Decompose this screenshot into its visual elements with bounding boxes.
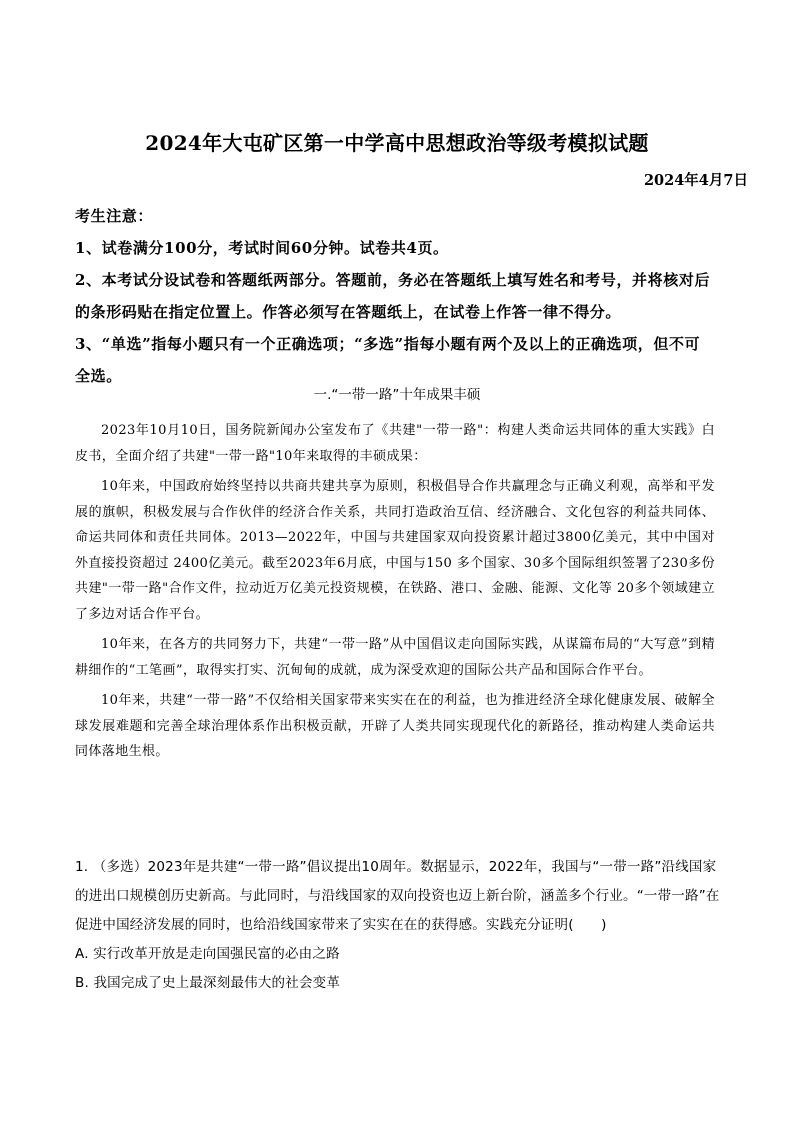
candidate-notice: [75, 200, 715, 392]
exam-date: 2024年4月7日: [643, 172, 748, 189]
section-title: 一.“一带一路”十年成果丰硕: [313, 387, 481, 403]
reading-passage: [75, 418, 715, 770]
notice-item: 2、本考试分设试卷和答题纸两部分。答题前，务必在答题纸上填写姓名和考号，并将核对后的条形码贴在指定位置上。作答必须写在答题纸上，在试卷上作答一律不得分。: [75, 271, 711, 321]
option-b: B. 我国完成了史上最深刻最伟大的社会变革: [75, 975, 341, 991]
question-1: [75, 853, 720, 998]
passage-paragraph: 10年来，中国政府始终坚持以共商共建共享为原则，积极倡导合作共赢理念与正确义利观，高举和平发展的旗帜，积极发展与合作伙伴的经济合作关系，共同打造政治互信、经济融合、文化包容的利益共同体、命运共同体和责任共同体。2013—2022年，中国与共建国家双向投资累计超过3800亿美元，其中中国对外直接投资超过 2400亿美元。截至2023年6月底，中国与150 多个国家、30多个国际组织签署了230多份共建"一带一路"合作文件，拉动近万亿美元投资规模，在铁路、港口、金融、能源、文化等 20多个领域建立了多边对话合作平台。: [75, 479, 715, 622]
page-title: 2024年大屯矿区第一中学高中思想政治等级考模拟试题: [145, 131, 649, 155]
passage-paragraph: 2023年10月10日，国务院新闻办公室发布了《共建"一带一路"：构建人类命运共同体的重大实践》白皮书，全面介绍了共建"一带一路"10年来取得的丰硕成果：: [75, 423, 715, 464]
notice-heading: 考生注意：: [75, 207, 154, 225]
option-a: A. 实行改革开放是走向国强民富的必由之路: [75, 946, 340, 962]
notice-item: 1、试卷满分100分，考试时间60分钟。试卷共4页。: [75, 239, 449, 257]
question-stem: 1. （多选）2023年是共建“一带一路”倡议提出10周年。数据显示，2022年，我国与“一带一路”沿线国家的进出口规模创历史新高。与此同时，与沿线国家的双向投资也迈上新台阶，涵盖多个行业。“一带一路”在促进中国经济发展的同时，也给沿线国家带来了实实在在的获得感。实践充分证明( ): [75, 859, 720, 933]
passage-paragraph: 10年来，共建“一带一路”不仅给相关国家带来实实在在的利益，也为推进经济全球化健康发展、破解全球发展难题和完善全球治理体系作出积极贡献，开辟了人类共同实现现代化的新路径，推动构建人类命运共同体落地生根。: [75, 693, 715, 759]
notice-item: 3、“单选”指每小题只有一个正确选项；“多选”指每小题有两个及以上的正确选项，但不可全选。: [75, 335, 701, 385]
passage-paragraph: 10年来，在各方的共同努力下，共建“一带一路”从中国倡议走向国际实践，从谋篇布局的“大写意”到精耕细作的“工笔画”，取得实打实、沉甸甸的成就，成为深受欢迎的国际公共产品和国际合作平台。: [75, 637, 715, 678]
